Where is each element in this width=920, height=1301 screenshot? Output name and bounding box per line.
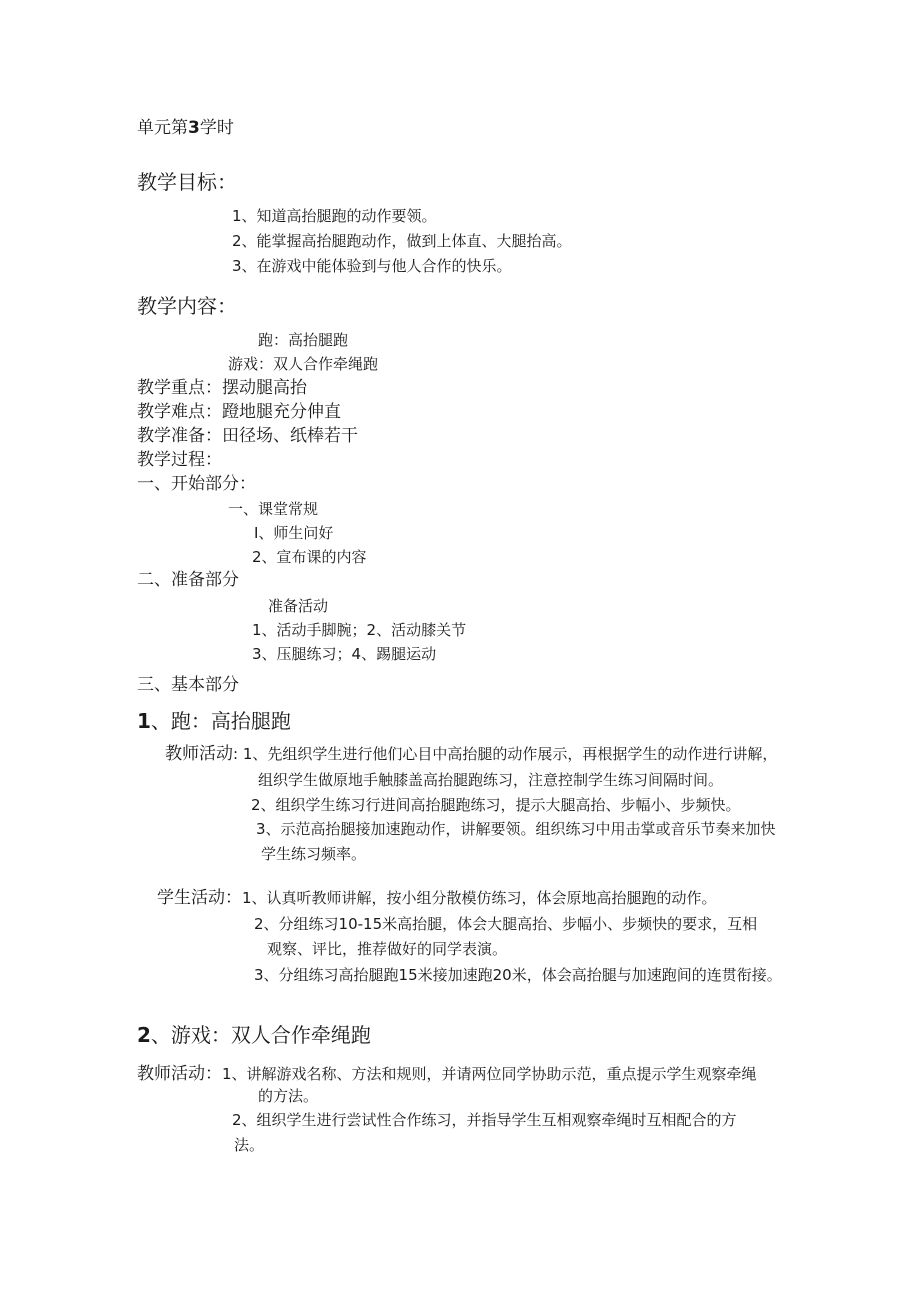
unit-prefix: 单元第 [137,118,188,138]
student-activity-text: 3、分组练习高抬腿跑15米接加速跑20米，体会高抬腿与加速跑间的连贯衔接。 [254,966,782,984]
part1-heading: 一、开始部分： [137,474,256,494]
process-heading: 教学过程： [137,450,222,470]
section2-number: 2 [137,1023,151,1047]
student-activity-text: 2、分组练习10-15米高抬腿，体会大腿高抬、步幅小、步频快的要求，互相 [254,915,758,933]
section2-title-text: 、游戏：双人合作牵绳跑 [150,1023,371,1047]
teacher-activity-text: 2、组织学生练习行进间高抬腿跑练习，提示大腿高抬、步幅小、步频快。 [251,796,741,814]
unit-number: 3 [188,118,200,138]
section1-title [137,709,291,733]
objective-item: 3、在游戏中能体验到与他人合作的快乐。 [232,257,512,275]
section2-teacher-line-1 [137,1064,757,1084]
part1-item: I、师生问好 [254,524,334,542]
teacher-activity-text: : 1、先组织学生进行他们心目中高抬腿的动作展示，再根据学生的动作进行讲解， [233,745,778,763]
teacher-activity-text: 法。 [234,1136,265,1154]
unit-suffix: 学时 [199,118,234,138]
difficulty: 教学难点：蹬地腿充分伸直 [137,402,341,422]
objective-item: 1、知道高抬腿跑的动作要领。 [232,207,437,225]
part2-sub: 准备活动 [268,597,329,615]
objective-item: 2、能掌握高抬腿跑动作，做到上体直、大腿抬高。 [232,232,572,250]
key-point: 教学重点：摆动腿高抬 [137,378,307,398]
content-heading: 教学内容： [137,294,237,318]
section1-student-line-1 [157,888,717,908]
teacher-activity-text: 学生练习频率。 [261,845,367,863]
part3-heading: 三、基本部分 [137,675,239,695]
teacher-activity-label: 教师活动： [137,1064,222,1084]
teacher-activity-label: 教师活动 [165,744,233,764]
part1-item: 2、宣布课的内容 [252,548,367,566]
student-activity-text: 1、认真听教师讲解，按小组分散模仿练习，体会原地高抬腿跑的动作。 [242,889,717,907]
part2-item: 3、压腿练习；4、踢腿运动 [252,645,437,663]
teacher-activity-text: 1、讲解游戏名称、方法和规则，并请两位同学协助示范，重点提示学生观察牵绳 [222,1065,757,1083]
unit-title [137,118,234,138]
part2-heading: 二、准备部分 [137,570,239,590]
section2-title [137,1023,371,1047]
content-item: 游戏：双人合作牵绳跑 [228,355,379,373]
section1-title-text: 、跑：高抬腿跑 [150,709,291,733]
part2-item: 1、活动手脚腕；2、活动膝关节 [252,621,467,639]
teacher-activity-text: 3、示范高抬腿接加速跑动作，讲解要领。组织练习中用击掌或音乐节奏来加快 [256,820,776,838]
content-item: 跑：高抬腿跑 [258,331,349,349]
teacher-activity-text: 的方法。 [258,1087,319,1105]
section1-teacher-line-1 [165,744,777,764]
teacher-activity-text: 组织学生做原地手触膝盖高抬腿跑练习，注意控制学生练习间隔时间。 [258,771,724,789]
student-activity-text: 观察、评比，推荐做好的同学表演。 [267,940,508,958]
section1-number: 1 [137,709,151,733]
preparation: 教学准备：田径场、纸棒若干 [137,426,358,446]
student-activity-label: 学生活动： [157,888,242,908]
part1-sub: 一、课堂常规 [228,500,319,518]
objectives-heading: 教学目标： [137,170,237,194]
teacher-activity-text: 2、组织学生进行尝试性合作练习，并指导学生互相观察牵绳时互相配合的方 [232,1111,737,1129]
